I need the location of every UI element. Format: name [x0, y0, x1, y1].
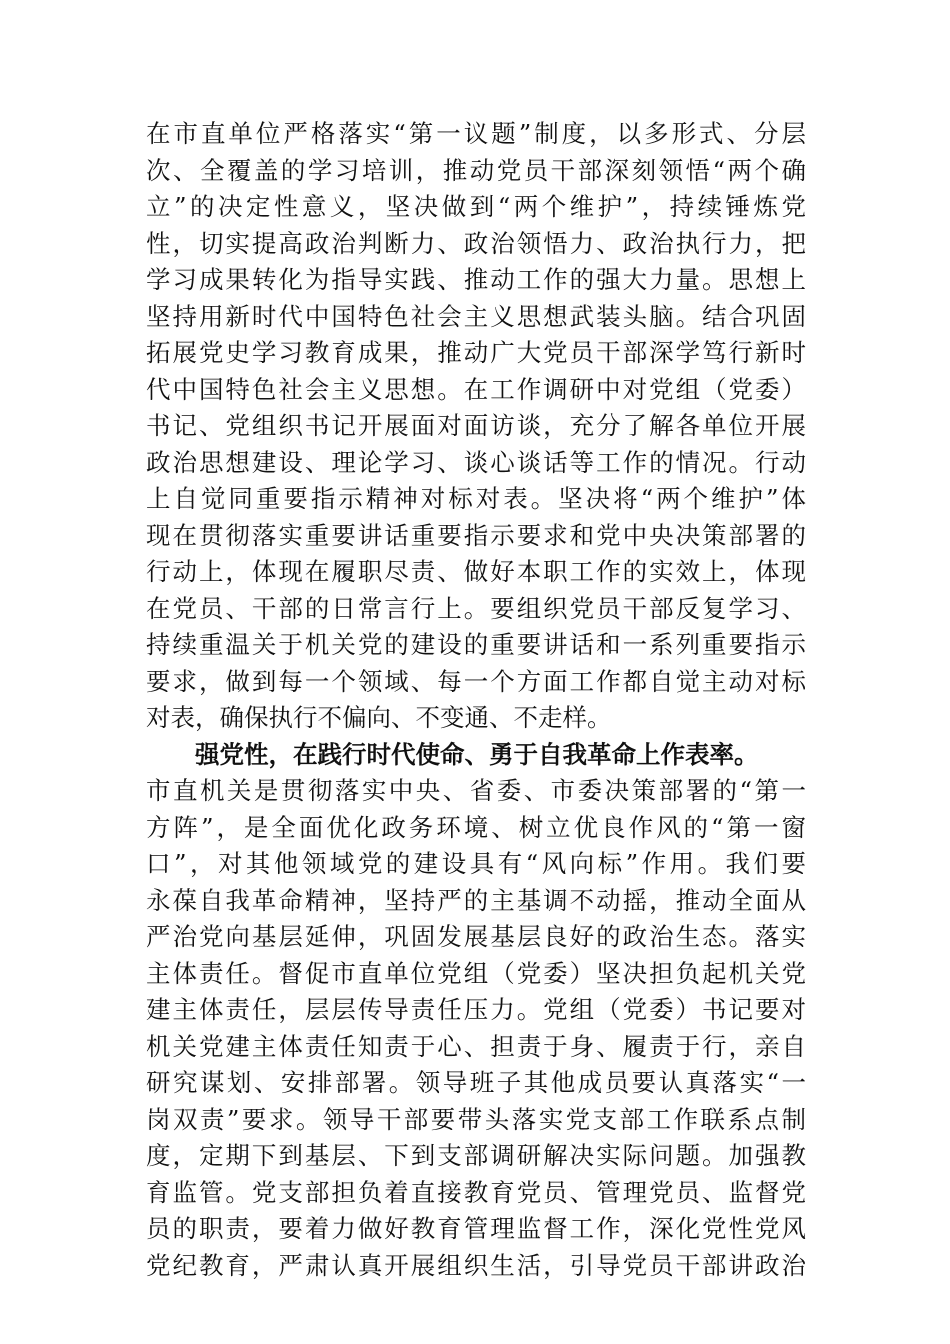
- text-line: 育监管。党支部担负着直接教育党员、管理党员、监督党: [146, 1177, 806, 1207]
- text-line: 岗双责”要求。领导干部要带头落实党支部工作联系点制: [146, 1104, 806, 1134]
- text-line: 党纪教育，严肃认真开展组织生活，引导党员干部讲政治: [146, 1250, 806, 1280]
- text-line: 机关党建主体责任知责于心、担责于身、履责于行，亲自: [146, 1031, 806, 1061]
- text-line: 坚持用新时代中国特色社会主义思想武装头脑。结合巩固: [146, 301, 806, 331]
- text-line: 研究谋划、安排部署。领导班子其他成员要认真落实“一: [146, 1068, 806, 1097]
- text-line: 政治思想建设、理论学习、谈心谈话等工作的情况。行动: [146, 447, 806, 477]
- body-text: [146, 116, 806, 1284]
- text-line: 上自觉同重要指示精神对标对表。坚决将“两个维护”体: [146, 484, 806, 513]
- text-line: 书记、党组织书记开展面对面访谈，充分了解各单位开展: [146, 411, 806, 440]
- text-line: 行动上，体现在履职尽责、做好本职工作的实效上，体现: [146, 557, 806, 586]
- text-line: 员的职责，要着力做好教育管理监督工作，深化党性党风: [146, 1214, 806, 1243]
- text-line: 严治党向基层延伸，巩固发展基层良好的政治生态。落实: [146, 922, 806, 951]
- section-heading: 强党性，在践行时代使命、勇于自我革命上作表率。: [195, 739, 759, 769]
- text-line: 口”，对其他领域党的建设具有“风向标”作用。我们要: [146, 849, 806, 878]
- text-line: 建主体责任，层层传导责任压力。党组（党委）书记要对: [146, 995, 806, 1024]
- text-line: 方阵”，是全面优化政务环境、树立优良作风的“第一窗: [146, 812, 806, 842]
- text-line: 代中国特色社会主义思想。在工作调研中对党组（党委）: [146, 374, 806, 404]
- text-line: 学习成果转化为指导实践、推动工作的强大力量。思想上: [146, 265, 806, 294]
- text-line: 永葆自我革命精神，坚持严的主基调不动摇，推动全面从: [146, 885, 806, 915]
- text-line: 要求，做到每一个领域、每一个方面工作都自觉主动对标: [146, 666, 806, 696]
- text-line: 次、全覆盖的学习培训，推动党员干部深刻领悟“两个确: [146, 155, 806, 185]
- text-line: 对表，确保执行不偏向、不变通、不走样。: [146, 703, 612, 732]
- text-line: 性，切实提高政治判断力、政治领悟力、政治执行力，把: [146, 228, 806, 258]
- text-line: 持续重温关于机关党的建设的重要讲话和一系列重要指示: [146, 630, 806, 659]
- text-line: 拓展党史学习教育成果，推动广大党员干部深学笃行新时: [146, 338, 806, 367]
- text-line: 立”的决定性意义，坚决做到“两个维护”，持续锤炼党: [146, 192, 806, 221]
- text-line: 现在贯彻落实重要讲话重要指示要求和党中央决策部署的: [146, 520, 806, 550]
- text-line: 主体责任。督促市直单位党组（党委）坚决担负起机关党: [146, 958, 806, 988]
- text-line: 在党员、干部的日常言行上。要组织党员干部反复学习、: [146, 593, 806, 623]
- text-line: 度，定期下到基层、下到支部调研解决实际问题。加强教: [146, 1141, 806, 1170]
- text-line: 市直机关是贯彻落实中央、省委、市委决策部署的“第一: [146, 776, 806, 805]
- text-line: 在市直单位严格落实“第一议题”制度，以多形式、分层: [146, 119, 806, 148]
